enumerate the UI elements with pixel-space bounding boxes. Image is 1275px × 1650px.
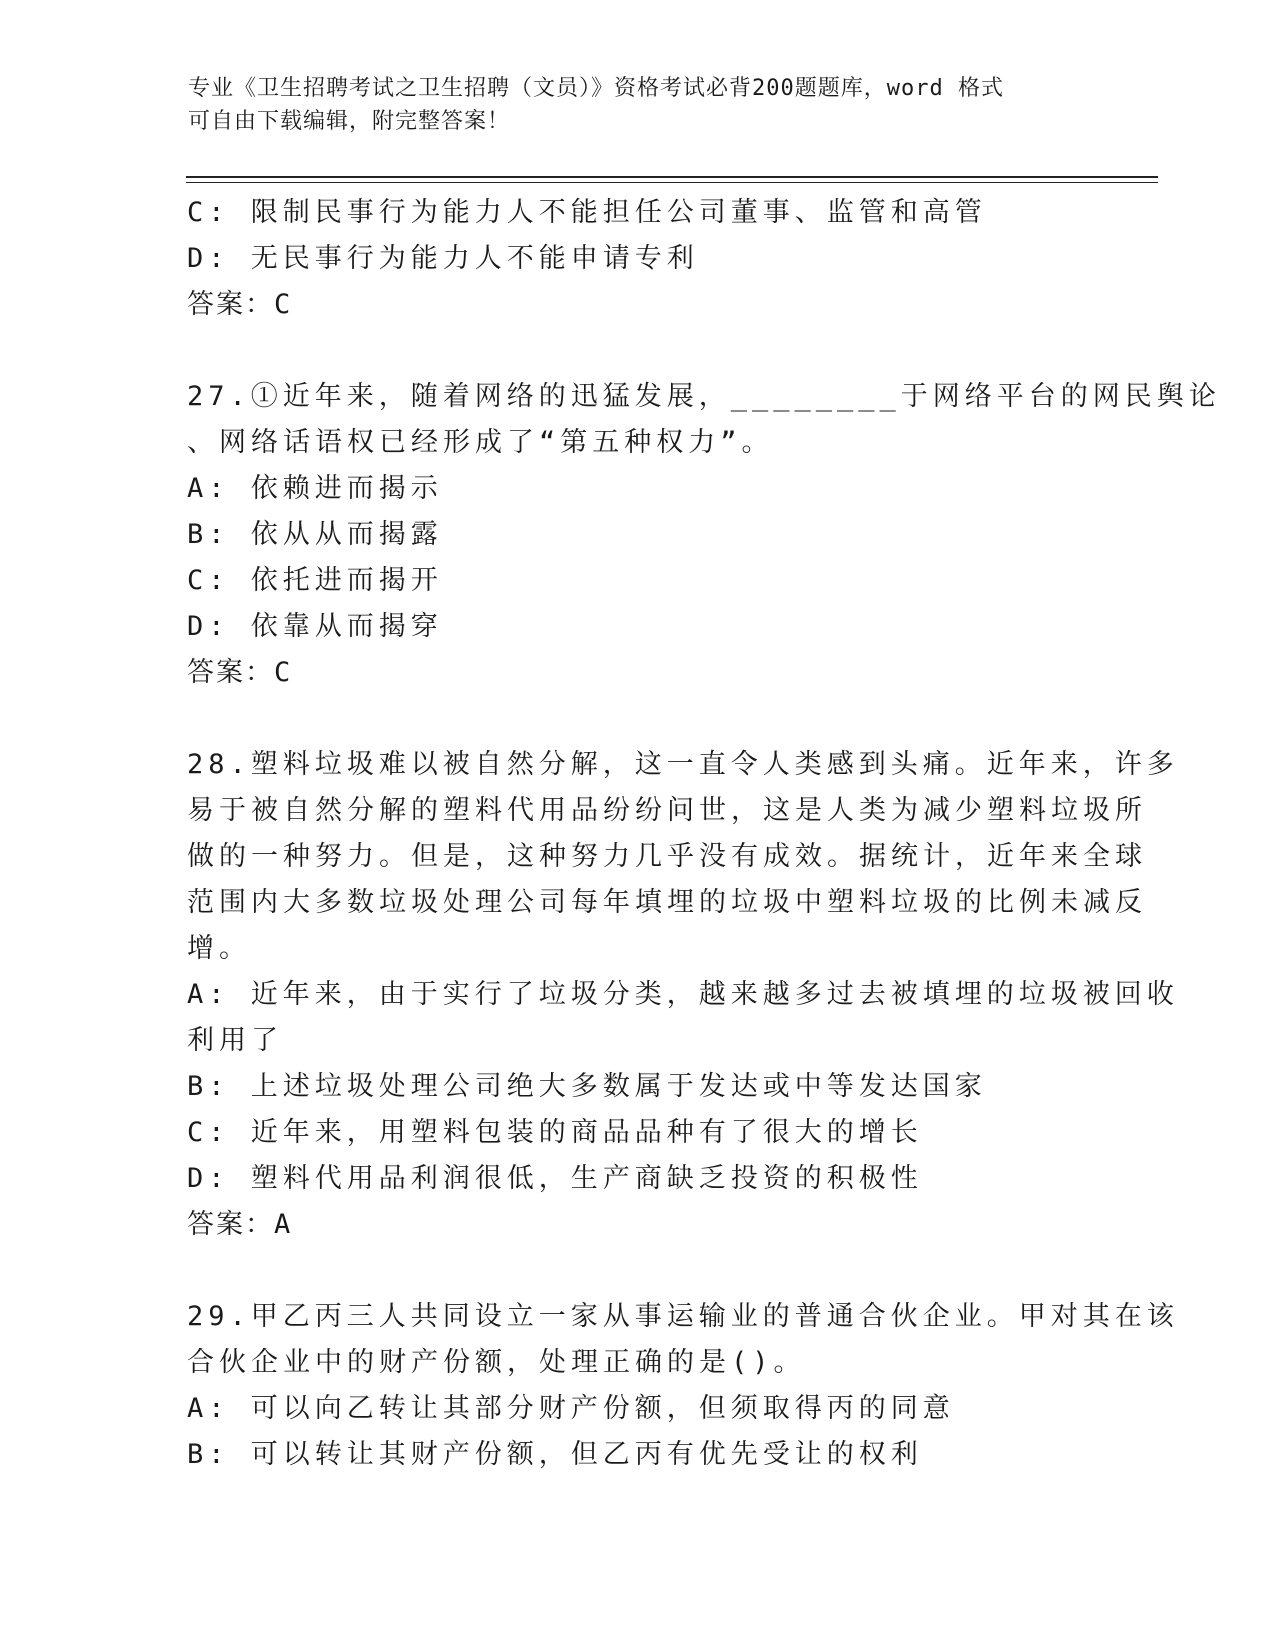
question-stem: 增。 <box>187 933 251 964</box>
page-header <box>188 72 1088 138</box>
question-stem: 28.塑料垃圾难以被自然分解，这一直令人类感到头痛。近年来，许多 <box>187 749 1179 780</box>
question-stem: 29.甲乙丙三人共同设立一家从事运输业的普通合伙企业。甲对其在该 <box>187 1301 1179 1332</box>
question-list <box>187 190 1221 1478</box>
option-a: A: 近年来，由于实行了垃圾分类，越来越多过去被填埋的垃圾被回收 <box>187 979 1179 1010</box>
option-d: D: 无民事行为能力人不能申请专利 <box>187 243 699 274</box>
option-c: C: 依托进而揭开 <box>187 565 443 596</box>
header-divider-thin <box>186 182 1158 183</box>
header-title-line2: 可自由下载编辑，附完整答案！ <box>188 109 511 134</box>
option-b: B: 上述垃圾处理公司绝大多数属于发达或中等发达国家 <box>187 1071 987 1102</box>
option-c: C: 限制民事行为能力人不能担任公司董事、监管和高管 <box>187 197 987 228</box>
question-stem: 范围内大多数垃圾处理公司每年填埋的垃圾中塑料垃圾的比例未减反 <box>187 887 1147 918</box>
question-26-tail <box>187 190 1087 328</box>
answer: 答案：C <box>187 289 293 320</box>
question-stem: 、网络话语权已经形成了“第五种权力”。 <box>187 427 774 458</box>
option-c: C: 近年来，用塑料包装的商品品种有了很大的增长 <box>187 1117 923 1148</box>
question-28 <box>187 742 1179 1248</box>
option-a-continued: 利用了 <box>187 1025 283 1056</box>
question-27 <box>187 374 1221 696</box>
option-b: B: 可以转让其财产份额，但乙丙有优先受让的权利 <box>187 1439 923 1470</box>
option-b: B: 依从从而揭露 <box>187 519 443 550</box>
question-29 <box>187 1294 1179 1478</box>
option-a: A: 依赖进而揭示 <box>187 473 443 504</box>
answer: 答案：A <box>187 1209 293 1240</box>
header-title-line1: 专业《卫生招聘考试之卫生招聘（文员）》资格考试必背200题题库，word 格式 <box>188 76 1004 101</box>
question-stem: 做的一种努力。但是，这种努力几乎没有成效。据统计，近年来全球 <box>187 841 1147 872</box>
option-d: D: 塑料代用品利润很低，生产商缺乏投资的积极性 <box>187 1163 923 1194</box>
question-stem: 合伙企业中的财产份额，处理正确的是()。 <box>187 1347 806 1378</box>
header-divider-thick <box>186 176 1158 178</box>
answer: 答案：C <box>187 657 293 688</box>
option-a: A: 可以向乙转让其部分财产份额，但须取得丙的同意 <box>187 1393 955 1424</box>
question-stem: 27.①近年来，随着网络的迅猛发展，________于网络平台的网民舆论 <box>187 381 1221 412</box>
question-stem: 易于被自然分解的塑料代用品纷纷问世，这是人类为减少塑料垃圾所 <box>187 795 1147 826</box>
option-d: D: 依靠从而揭穿 <box>187 611 443 642</box>
